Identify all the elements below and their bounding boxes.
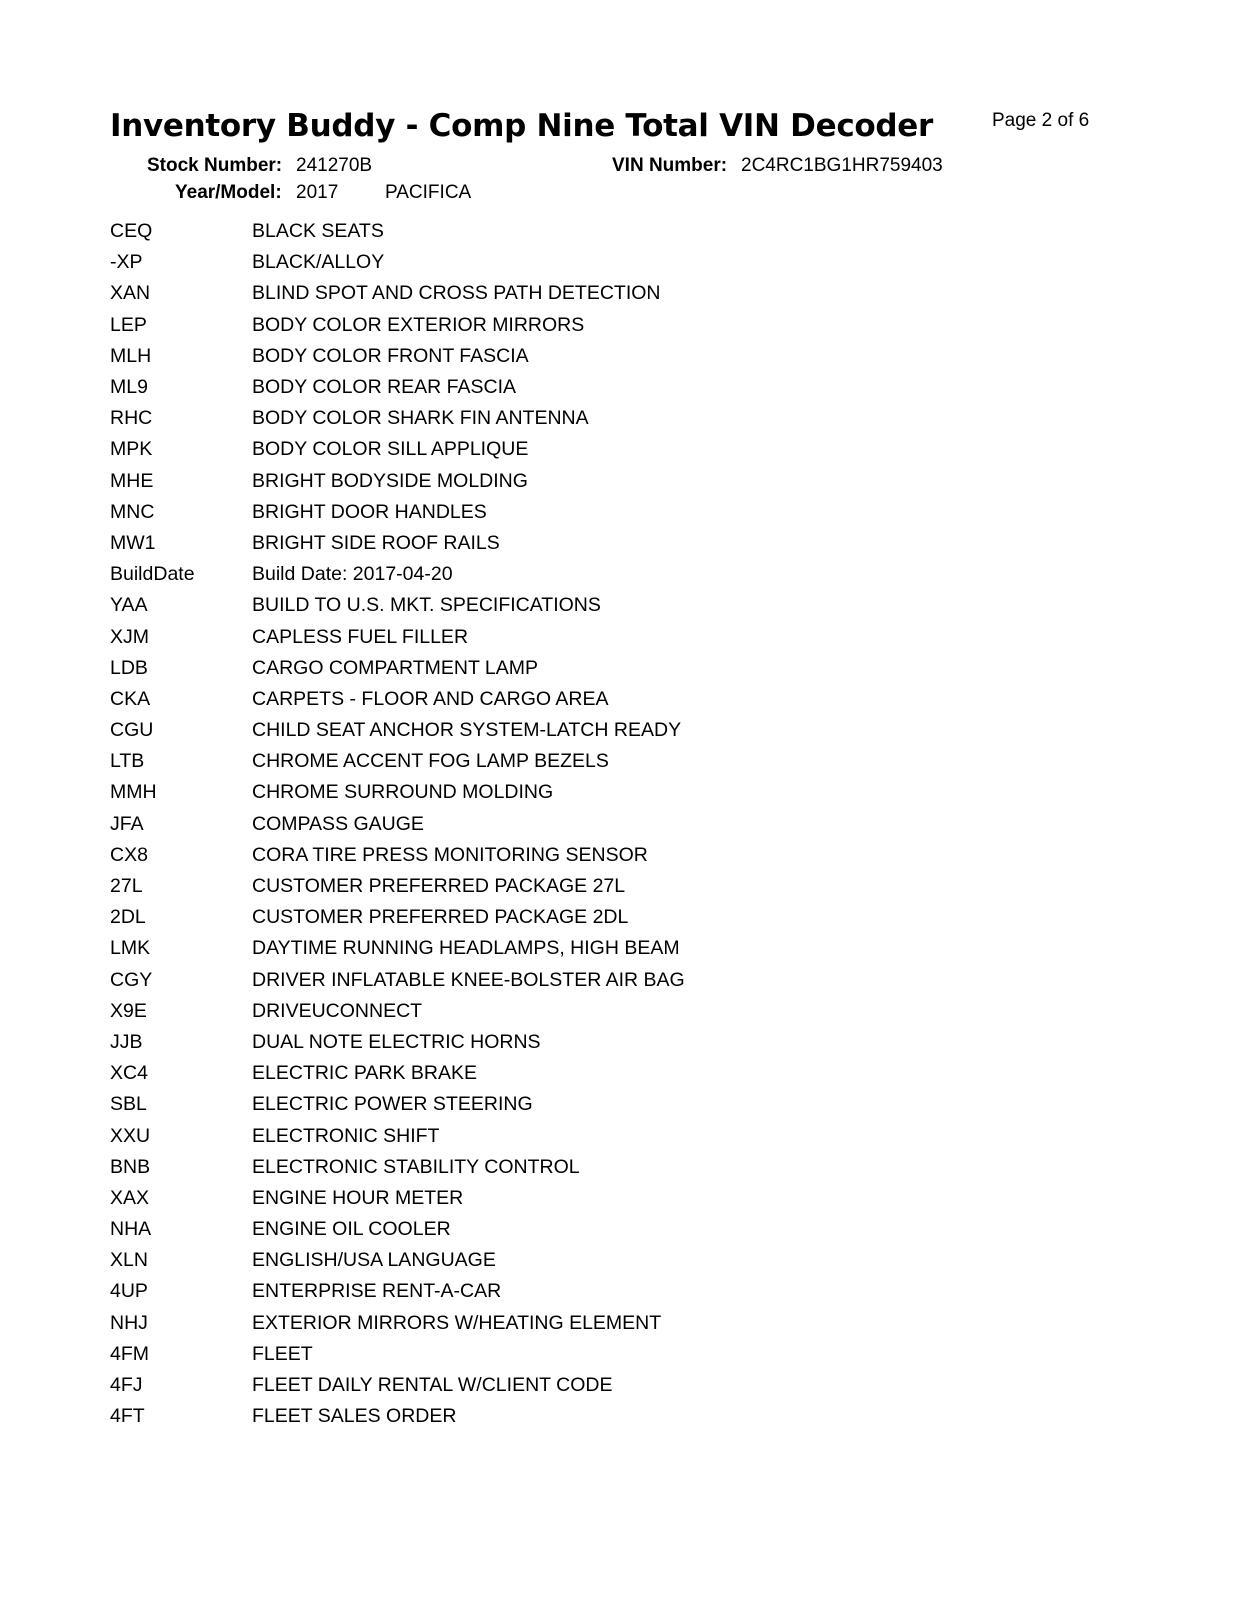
option-row <box>110 621 685 652</box>
option-description: CHROME SURROUND MOLDING <box>252 781 554 804</box>
option-row <box>110 1058 685 1089</box>
option-row <box>110 933 685 964</box>
option-description: BODY COLOR REAR FASCIA <box>252 376 517 399</box>
option-row <box>110 871 685 902</box>
option-description: ELECTRIC PARK BRAKE <box>252 1062 478 1085</box>
option-description: ENGINE HOUR METER <box>252 1186 464 1209</box>
option-row <box>110 1276 685 1307</box>
option-row <box>110 809 685 840</box>
option-description: BODY COLOR SILL APPLIQUE <box>252 438 529 461</box>
option-description: CARPETS - FLOOR AND CARGO AREA <box>252 687 609 710</box>
option-description: ENGINE OIL COOLER <box>252 1218 451 1241</box>
option-code: JFA <box>110 812 144 835</box>
option-row <box>110 746 685 777</box>
option-code: 4FT <box>110 1405 145 1428</box>
option-code: XC4 <box>110 1062 148 1085</box>
option-code: MPK <box>110 438 153 461</box>
options-list <box>110 216 685 1432</box>
option-code: MLH <box>110 344 152 367</box>
option-row <box>110 1401 685 1432</box>
option-code: MHE <box>110 469 154 492</box>
option-code: 4FM <box>110 1342 149 1365</box>
option-description: BODY COLOR EXTERIOR MIRRORS <box>252 313 585 336</box>
option-code: XJM <box>110 625 149 648</box>
page-title: Inventory Buddy - Comp Nine Total VIN Decoder <box>110 108 934 144</box>
stock-number-value: 241270B <box>296 155 373 176</box>
option-description: CHROME ACCENT FOG LAMP BEZELS <box>252 750 609 773</box>
option-row <box>110 1370 685 1401</box>
option-code: YAA <box>110 594 148 617</box>
option-row <box>110 1120 685 1151</box>
option-code: RHC <box>110 407 153 430</box>
option-row <box>110 497 685 528</box>
option-description: BODY COLOR FRONT FASCIA <box>252 344 529 367</box>
option-description: BRIGHT BODYSIDE MOLDING <box>252 469 528 492</box>
option-row <box>110 684 685 715</box>
option-row <box>110 1339 685 1370</box>
option-code: BuildDate <box>110 563 195 586</box>
option-row <box>110 902 685 933</box>
option-row <box>110 528 685 559</box>
option-row <box>110 1089 685 1120</box>
stock-number-label: Stock Number: <box>147 155 283 176</box>
option-description: DRIVEUCONNECT <box>252 999 423 1022</box>
option-row <box>110 341 685 372</box>
option-description: BLACK SEATS <box>252 220 384 243</box>
option-description: COMPASS GAUGE <box>252 812 424 835</box>
option-description: ENTERPRISE RENT-A-CAR <box>252 1280 502 1303</box>
option-code: 2DL <box>110 906 146 929</box>
vin-number-label: VIN Number: <box>612 155 728 176</box>
option-code: MNC <box>110 500 155 523</box>
option-description: DAYTIME RUNNING HEADLAMPS, HIGH BEAM <box>252 937 680 960</box>
option-code: CGY <box>110 968 153 991</box>
option-code: LTB <box>110 750 145 773</box>
option-row <box>110 590 685 621</box>
page-number: Page 2 of 6 <box>992 110 1090 131</box>
option-row <box>110 247 685 278</box>
option-code: LEP <box>110 313 147 336</box>
option-row <box>110 1183 685 1214</box>
option-row <box>110 278 685 309</box>
year-value: 2017 <box>296 182 339 203</box>
option-code: 4FJ <box>110 1374 143 1397</box>
option-description: CORA TIRE PRESS MONITORING SENSOR <box>252 843 648 866</box>
option-code: JJB <box>110 1030 143 1053</box>
option-code: XLN <box>110 1249 148 1272</box>
option-description: BLIND SPOT AND CROSS PATH DETECTION <box>252 282 661 305</box>
option-row <box>110 559 685 590</box>
option-description: ENGLISH/USA LANGUAGE <box>252 1249 496 1272</box>
option-description: BLACK/ALLOY <box>252 251 385 274</box>
option-code: ML9 <box>110 376 148 399</box>
option-code: LMK <box>110 937 151 960</box>
option-description: ELECTRIC POWER STEERING <box>252 1093 533 1116</box>
option-code: CEQ <box>110 220 153 243</box>
option-code: XXU <box>110 1124 151 1147</box>
option-row <box>110 715 685 746</box>
option-description: CAPLESS FUEL FILLER <box>252 625 469 648</box>
option-description: EXTERIOR MIRRORS W/HEATING ELEMENT <box>252 1311 662 1334</box>
option-code: NHA <box>110 1218 152 1241</box>
option-code: 27L <box>110 875 143 898</box>
option-description: CUSTOMER PREFERRED PACKAGE 27L <box>252 875 626 898</box>
option-row <box>110 434 685 465</box>
option-code: XAN <box>110 282 151 305</box>
option-code: CGU <box>110 719 154 742</box>
option-description: BRIGHT SIDE ROOF RAILS <box>252 531 500 554</box>
option-row <box>110 840 685 871</box>
option-description: CHILD SEAT ANCHOR SYSTEM-LATCH READY <box>252 719 682 742</box>
option-code: NHJ <box>110 1311 148 1334</box>
option-description: Build Date: 2017-04-20 <box>252 563 453 586</box>
option-code: MMH <box>110 781 157 804</box>
option-code: MW1 <box>110 531 156 554</box>
option-row <box>110 1152 685 1183</box>
option-row <box>110 466 685 497</box>
option-description: BRIGHT DOOR HANDLES <box>252 500 487 523</box>
option-row <box>110 1027 685 1058</box>
option-row <box>110 310 685 341</box>
option-code: CKA <box>110 687 151 710</box>
option-description: ELECTRONIC SHIFT <box>252 1124 440 1147</box>
option-description: FLEET DAILY RENTAL W/CLIENT CODE <box>252 1374 613 1397</box>
option-row <box>110 1308 685 1339</box>
option-row <box>110 403 685 434</box>
option-code: 4UP <box>110 1280 148 1303</box>
option-row <box>110 653 685 684</box>
option-code: LDB <box>110 656 148 679</box>
option-row <box>110 1245 685 1276</box>
option-row <box>110 777 685 808</box>
option-description: DRIVER INFLATABLE KNEE-BOLSTER AIR BAG <box>252 968 685 991</box>
option-code: CX8 <box>110 843 148 866</box>
option-description: CUSTOMER PREFERRED PACKAGE 2DL <box>252 906 629 929</box>
option-row <box>110 216 685 247</box>
year-model-label: Year/Model: <box>175 182 282 203</box>
option-code: X9E <box>110 999 147 1022</box>
option-row <box>110 372 685 403</box>
option-row <box>110 965 685 996</box>
option-code: -XP <box>110 251 143 274</box>
option-row <box>110 996 685 1027</box>
vin-number-value: 2C4RC1BG1HR759403 <box>741 155 943 176</box>
model-value: PACIFICA <box>385 182 472 203</box>
option-row <box>110 1214 685 1245</box>
option-description: FLEET <box>252 1342 313 1365</box>
option-code: XAX <box>110 1186 150 1209</box>
option-code: BNB <box>110 1155 151 1178</box>
option-code: SBL <box>110 1093 147 1116</box>
option-description: DUAL NOTE ELECTRIC HORNS <box>252 1030 541 1053</box>
option-description: BODY COLOR SHARK FIN ANTENNA <box>252 407 589 430</box>
option-description: FLEET SALES ORDER <box>252 1405 457 1428</box>
option-description: BUILD TO U.S. MKT. SPECIFICATIONS <box>252 594 601 617</box>
option-description: CARGO COMPARTMENT LAMP <box>252 656 539 679</box>
option-description: ELECTRONIC STABILITY CONTROL <box>252 1155 580 1178</box>
